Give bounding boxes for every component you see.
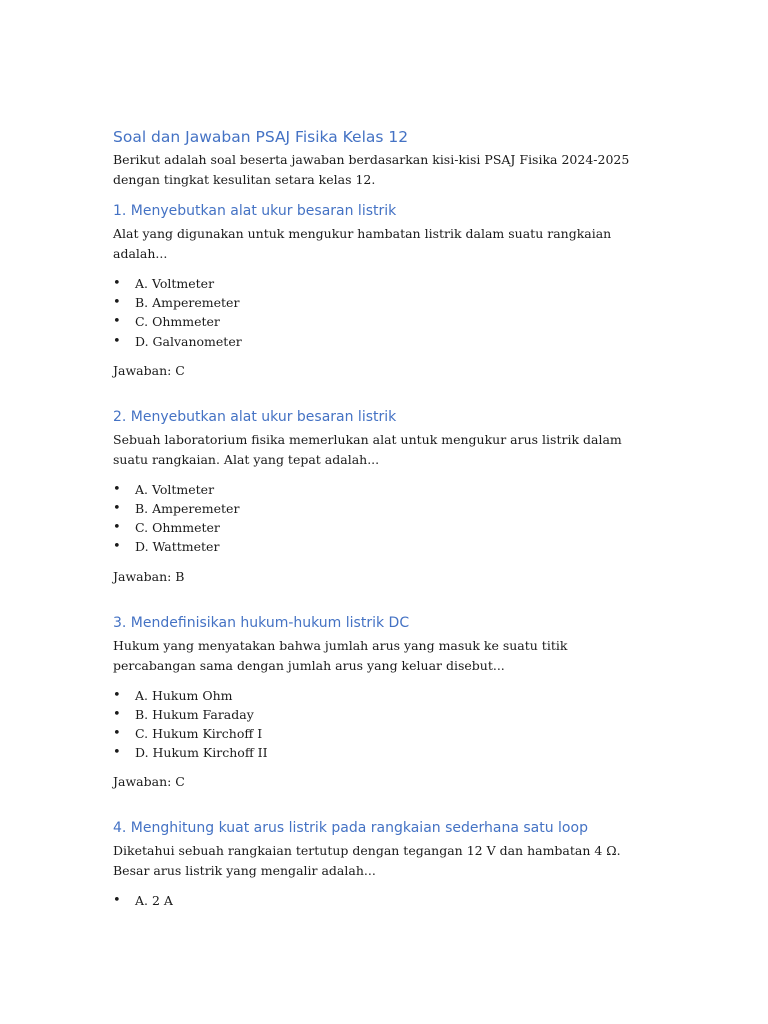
option-text: B. Hukum Faraday xyxy=(135,706,254,722)
list-item xyxy=(113,480,653,499)
list-item xyxy=(113,274,653,293)
question-text: Alat yang digunakan untuk mengukur hambatan listrik dalam suatu rangkaian adalah... xyxy=(113,226,612,261)
options-list xyxy=(113,891,653,910)
option-text: C. Hukum Kirchoff I xyxy=(135,726,263,742)
bullet-icon: • xyxy=(113,893,121,909)
list-item xyxy=(113,891,653,910)
document-title: Soal dan Jawaban PSAJ Fisika Kelas 12 xyxy=(113,128,409,146)
option-text: B. Amperemeter xyxy=(135,501,240,517)
option-text: C. Ohmmeter xyxy=(135,520,220,536)
bullet-icon: • xyxy=(113,706,121,722)
list-item xyxy=(113,293,653,312)
bullet-icon: • xyxy=(113,276,121,291)
question-text: Sebuah laboratorium fisika memerlukan alat untuk mengukur arus listrik dalam suatu rangkaian. Alat yang tepat adalah... xyxy=(113,431,622,467)
bullet-icon: • xyxy=(113,481,121,497)
list-item xyxy=(113,686,653,705)
bullet-icon: • xyxy=(113,726,121,742)
bullet-icon: • xyxy=(113,745,121,761)
section-heading: 2. Menyebutkan alat ukur besaran listrik xyxy=(113,408,397,425)
option-text: A. Voltmeter xyxy=(135,276,215,291)
option-text: A. Voltmeter xyxy=(135,481,215,497)
bullet-icon: • xyxy=(113,314,121,330)
bullet-icon: • xyxy=(113,295,121,311)
options-list xyxy=(113,480,653,557)
option-text: D. Hukum Kirchoff II xyxy=(135,745,268,761)
list-item xyxy=(113,518,653,537)
section-heading: 3. Mendefinisikan hukum-hukum listrik DC xyxy=(113,614,410,631)
options-list xyxy=(113,686,653,763)
section-heading: 1. Menyebutkan alat ukur besaran listrik xyxy=(113,203,397,219)
question-section-3 xyxy=(113,612,653,793)
bullet-icon: • xyxy=(113,333,121,349)
option-text: A. 2 A xyxy=(135,893,173,909)
list-item xyxy=(113,537,653,556)
question-section-2 xyxy=(113,406,653,587)
bullet-icon: • xyxy=(113,520,121,536)
question-text: Hukum yang menyatakan bahwa jumlah arus yang masuk ke suatu titik percabangan sama dengan jumlah arus yang keluar disebut... xyxy=(113,637,568,673)
options-list xyxy=(113,274,653,351)
list-item xyxy=(113,332,653,351)
option-text: D. Galvanometer xyxy=(135,333,242,349)
question-text: Diketahui sebuah rangkaian tertutup dengan tegangan 12 V dan hambatan 4 Ω. Besar arus listrik yang mengalir adalah... xyxy=(113,843,621,879)
question-section-4 xyxy=(113,817,653,910)
answer-text: Jawaban: C xyxy=(113,774,185,790)
intro-paragraph: Berikut adalah soal beserta jawaban berdasarkan kisi-kisi PSAJ Fisika 2024-2025 dengan tingkat kesulitan setara kelas 12. xyxy=(113,152,630,187)
question-section-1 xyxy=(113,200,653,381)
list-item xyxy=(113,312,653,331)
bullet-icon: • xyxy=(113,687,121,703)
option-text: C. Ohmmeter xyxy=(135,314,220,330)
section-heading: 4. Menghitung kuat arus listrik pada rangkaian sederhana satu loop xyxy=(113,820,588,837)
list-item xyxy=(113,705,653,724)
list-item xyxy=(113,724,653,743)
bullet-icon: • xyxy=(113,539,121,555)
list-item xyxy=(113,743,653,762)
answer-text: Jawaban: C xyxy=(113,362,185,378)
option-text: D. Wattmeter xyxy=(135,539,220,555)
list-item xyxy=(113,499,653,518)
bullet-icon: • xyxy=(113,501,121,517)
document-body xyxy=(113,124,653,911)
option-text: A. Hukum Ohm xyxy=(135,687,233,703)
answer-text: Jawaban: B xyxy=(113,568,185,584)
option-text: B. Amperemeter xyxy=(135,295,240,311)
